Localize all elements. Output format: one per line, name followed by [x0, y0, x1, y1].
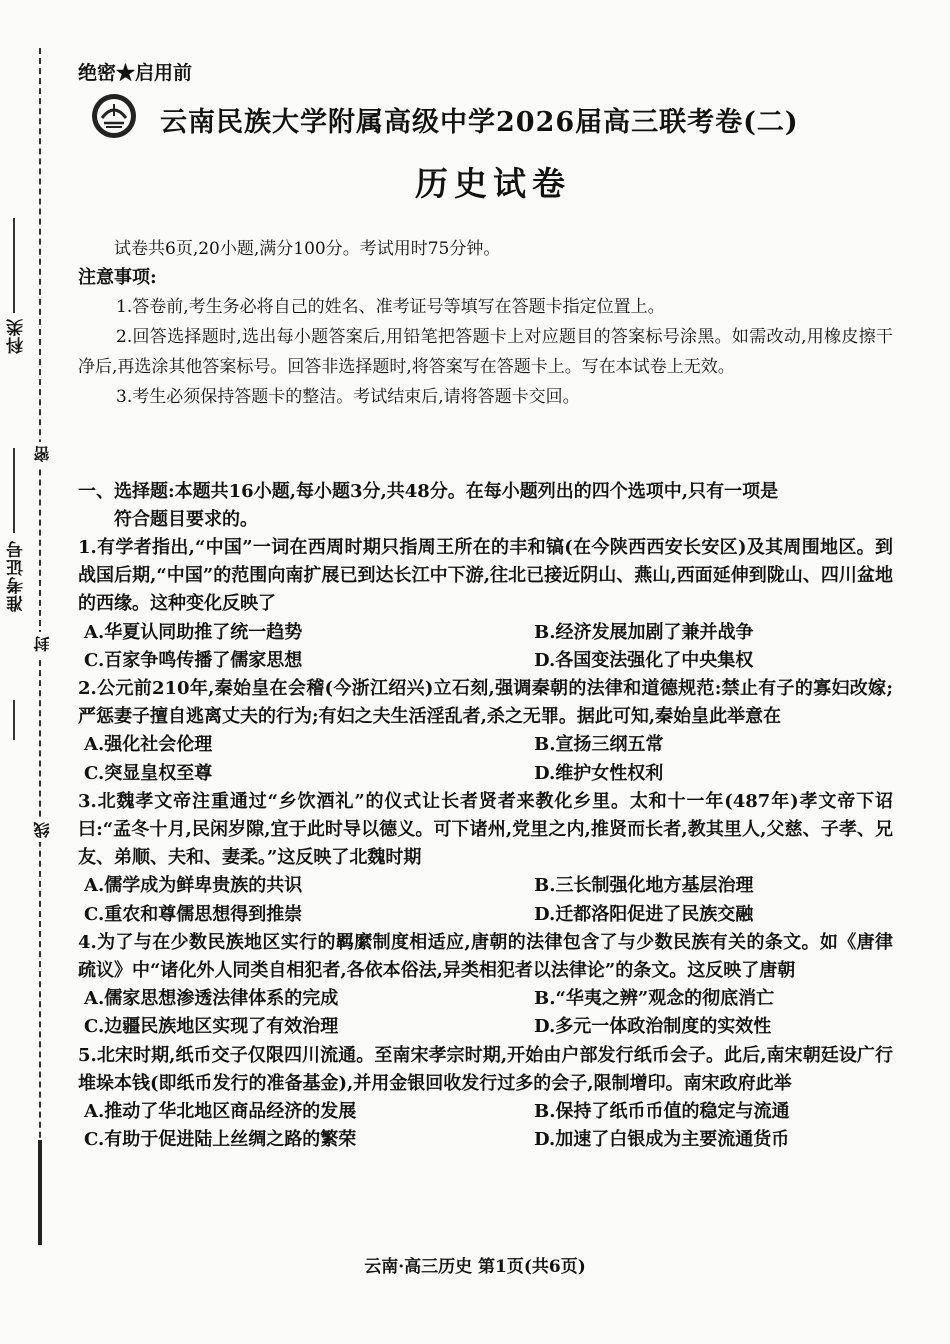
binding-margin	[0, 0, 62, 1344]
option-d: D.维护女性权利	[534, 762, 664, 784]
question-options	[78, 1098, 893, 1154]
option-b: B.三长制强化地方基层治理	[534, 875, 754, 897]
notice-heading: 注意事项:	[78, 267, 157, 288]
notice-item: 2.回答选择题时,选出每小题答案后,用铅笔把答题卡上对应题目的答案标号涂黑。如需改动,用橡皮擦干净后,再选涂其他答案标号。回答非选择题时,将答案写在答题卡上。写在本试卷上无效。	[78, 327, 893, 377]
option-a: A.儒学成为鲜卑贵族的共识	[84, 875, 303, 897]
question-options	[78, 985, 893, 1041]
option-b: B.保持了纸币币值的稳定与流通	[534, 1101, 790, 1123]
question-stem: 5.北宋时期,纸币交子仅限四川流通。至南宋孝宗时期,开始由户部发行纸币会子。此后,南宋朝廷设广行堆垛本钱(即纸币发行的准备基金),并用金银回收发行过多的会子,限制增印。南宋政府此举	[78, 1044, 893, 1094]
notice-item: 1.答卷前,考生务必将自己的姓名、准考证号等填写在答题卡指定位置上。	[116, 297, 665, 317]
secret-label: 绝密★启用前	[78, 62, 193, 84]
school-logo-icon	[90, 92, 138, 140]
subject-label: 科类	[7, 318, 27, 354]
exam-id-label: 准考证号	[7, 540, 27, 612]
question-options	[78, 619, 893, 675]
exam-header	[90, 92, 905, 142]
section-line: 一、选择题:本题共16小题,每小题3分,共48分。在每小题列出的四个选项中,只有一项是	[78, 481, 779, 502]
option-c: C.边疆民族地区实现了有效治理	[84, 1016, 339, 1038]
question-2	[78, 675, 893, 788]
option-b: B.“华夷之辨”观念的彻底消亡	[534, 988, 775, 1010]
subject-title: 历史试卷	[415, 164, 571, 203]
question-stem: 2.公元前210年,秦始皇在会稽(今浙江绍兴)立石刻,强调秦朝的法律和道德规范:禁止有子的寡妇改嫁;严惩妻子擅自逃离丈夫的行为;有妇之夫生活淫乱者,杀之无罪。据此可知,秦始皇此举意在	[78, 678, 893, 728]
option-a: A.推动了华北地区商品经济的发展	[84, 1101, 357, 1123]
option-d: D.多元一体政治制度的实效性	[534, 1016, 772, 1038]
option-a: A.华夏认同助推了统一趋势	[84, 621, 303, 643]
school-title: 云南民族大学附属高级中学2026届高三联考卷(二)	[160, 107, 799, 138]
exam-id-blank	[13, 448, 15, 533]
option-c: C.百家争鸣传播了儒家思想	[84, 649, 303, 671]
option-b: B.经济发展加剧了兼并战争	[534, 621, 754, 643]
question-4	[78, 929, 893, 1042]
section-line: 符合题目要求的。	[114, 509, 258, 530]
option-c: C.突显皇权至尊	[84, 762, 213, 784]
question-5	[78, 1042, 893, 1155]
seal-feng: 封	[31, 632, 54, 656]
exam-intro: 试卷共6页,20小题,满分100分。考试用时75分钟。	[114, 239, 501, 259]
option-d: D.加速了白银成为主要流通货币	[534, 1129, 790, 1151]
option-a: A.儒家思想渗透法律体系的完成	[84, 988, 339, 1010]
question-stem: 3.北魏孝文帝注重通过“乡饮酒礼”的仪式让长者贤者来教化乡里。太和十一年(487年)孝文帝下诏曰:“孟冬十月,民闲岁隙,宜于此时导以德义。可下诸州,党里之内,推贤而长者,教其里人,父慈、子孝、兄友、弟顺、夫和、妻柔。”这反映了北魏时期	[78, 790, 893, 869]
cut-line-end	[38, 1140, 42, 1245]
question-1	[78, 534, 893, 675]
section-heading	[78, 478, 893, 534]
option-d: D.各国变法强化了中央集权	[534, 649, 754, 671]
page-footer: 云南·高三历史 第1页(共6页)	[364, 1257, 586, 1277]
option-d: D.迁都洛阳促进了民族交融	[534, 903, 754, 925]
option-c: C.重农和尊儒思想得到推崇	[84, 903, 303, 925]
question-list	[78, 534, 893, 1154]
question-3	[78, 788, 893, 929]
question-options	[78, 731, 893, 787]
option-b: B.宣扬三纲五常	[534, 734, 664, 756]
notice-list	[78, 292, 893, 412]
exam-id-blank-lower	[13, 700, 15, 740]
option-a: A.强化社会伦理	[84, 734, 213, 756]
subject-blank	[13, 218, 15, 313]
question-stem: 4.为了与在少数民族地区实行的羁縻制度相适应,唐朝的法律包含了与少数民族有关的条文。如《唐律疏议》中“诸化外人同类自相犯者,各依本俗法,异类相犯者以法律论”的条文。这反映了唐朝	[78, 931, 893, 982]
question-options	[78, 872, 893, 928]
question-stem: 1.有学者指出,“中国”一词在西周时期只指周王所在的丰和镐(在今陕西西安长安区)及其周围地区。到战国后期,“中国”的范围向南扩展已到达长江中下游,往北已接近阴山、燕山,西面延伸到陇山、四川盆地的西缘。这种变化反映了	[78, 537, 893, 615]
option-c: C.有助于促进陆上丝绸之路的繁荣	[84, 1129, 357, 1151]
seal-mi: 密	[31, 442, 54, 466]
notice-item: 3.考生必须保持答题卡的整洁。考试结束后,请将答题卡交回。	[116, 387, 580, 407]
seal-xian: 线	[31, 818, 54, 842]
